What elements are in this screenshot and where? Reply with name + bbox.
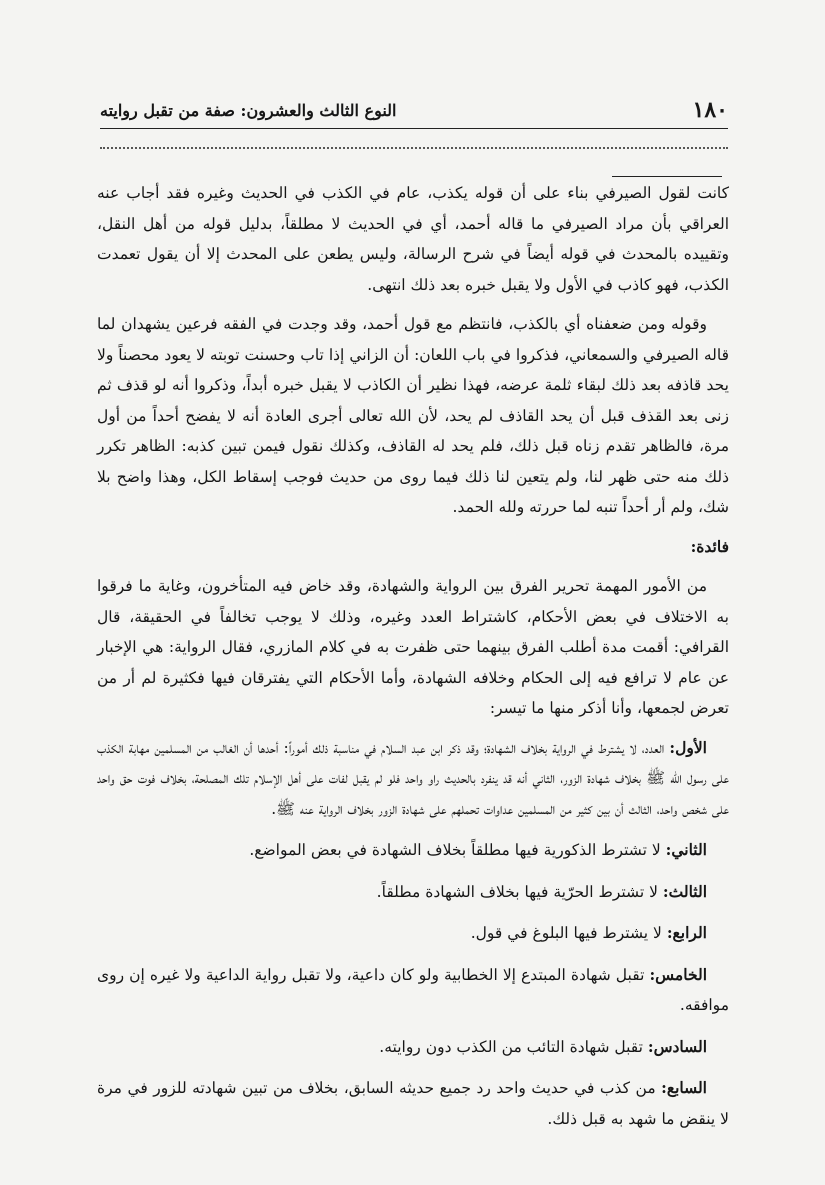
paragraph: من الأمور المهمة تحرير الفرق بين الرواية والشهادة، وقد خاض فيه المتأخرون، وغاية ما فرقوا به الاختلاف في بعض الأحكام، كاشتراط العدد وغيره، وذلك لا يوجب تخالفاً في الحقيقة، قال القرافي: أقمت مدة أطلب الفرق بينهما حتى ظفرت به في كلام المازري، فقال الرواية: هي الإخبار عن عام لا ترافع فيه إلى الحكام وخلافه الشهادة، وأما الأحكام التي يفترقان فيها فكثيرة لم أر من تعرض لجمعها، وأنا أذكر منها ما تيسر:: [97, 577, 729, 717]
section-heading: فائدة:: [690, 536, 729, 556]
body-text: [97, 178, 729, 1145]
item-text: لا تشترط الحرّية فيها بخلاف الشهادة مطلقاً.: [376, 882, 663, 901]
list-item: [97, 733, 729, 825]
list-item: [97, 1073, 729, 1134]
item-label: السابع:: [661, 1078, 707, 1097]
list-item: [97, 960, 729, 1021]
list-item: [97, 835, 729, 866]
item-label: الخامس:: [649, 964, 707, 984]
list-item: [97, 918, 729, 949]
list-item: [97, 1032, 729, 1063]
paragraph: وقوله ومن ضعفناه أي بالكذب، فانتظم مع قول أحمد، وقد وجدت في الفقه فرعين يشهدان لما قاله الصيرفي والسمعاني، فذكروا في باب اللعان: أن الزاني إذا تاب وحسنت توبته لا يعود محصناً ولا يحد قاذفه بعد ذلك لبقاء ثلمة عرضه، فهذا نظير أن الكاذب لا يقبل خبره أبداً، وذكروا أنه لو قذف ثم زنى بعد القذف قبل أن يحد القاذف لم يحد، لأن الله تعالى أجرى العادة أنه لا يفضح أحداً من أول مرة، فالظاهر تقدم زناه قبل ذلك، فلم يحد له القاذف، وكذلك نقول فيمن تبين كذبه: الظاهر تكرر ذلك منه حتى ظهر لنا، ولم يتعين لنا ذلك فيما روى من حديث فوجب إسقاط الكل، وهذا واضح بلا شك، ولم أر أحداً تنبه لما حررته ولله الحمد.: [97, 315, 729, 516]
footnote-rule: [612, 176, 722, 177]
dotted-divider: [100, 147, 728, 149]
page-number: ١٨٠: [692, 97, 728, 123]
item-text: تقبل شهادة التائب من الكذب دون روايته.: [379, 1037, 648, 1056]
page-header: [100, 92, 728, 129]
item-text: لا يشترط فيها البلوغ في قول.: [470, 924, 667, 942]
item-text: من كذب في حديث واحد رد جميع حديثه السابق، بخلاف من تبين شهادته للزور في مرة لا ينقض ما شهد به قبل ذلك.: [97, 1079, 729, 1128]
paragraph: كانت لقول الصيرفي بناء على أن قوله يكذب، عام في الكذب في الحديث وغيره فقد أجاب عنه العراقي بأن مراد الصيرفي ما قاله أحمد، أي في الحديث لا مطلقاً، بدليل قوله من أهل النقل، وتقييده بالمحدث في قوله أيضاً في شرح الرسالة، وليس يطعن على المحدث إلا أن يقول تعمدت الكذب، فهو كاذب في الأول ولا يقبل خبره بعد ذلك انتهى.: [97, 184, 729, 294]
running-title: النوع الثالث والعشرون: صفة من تقبل روايته: [100, 100, 397, 120]
item-text: العدد، لا يشترط في الرواية بخلاف الشهادة؛ وقد ذكر ابن عبد السلام في مناسبة ذلك أموراً: أحدها أن الغالب من المسلمين مهابة الكذب على رسول الله ﷺ بخلاف شهادة الزور، الثاني أنه قد ينفرد بالحديث راو واحد فلو لم يقبل لفات على أهل الإسلام تلك المصلحة، بخلاف فوت حق واحد على شخص واحد، الثالث أن بين كثير من المسلمين عداوات تحملهم على شهادة الزور بخلاف الرواية عنه ﷺ.: [97, 738, 729, 818]
item-label: الرابع:: [666, 923, 707, 942]
list-item: [97, 877, 729, 908]
item-text: تقبل شهادة المبتدع إلا الخطابية ولو كان داعية، ولا تقبل رواية الداعية ولا غيره إن روى موافقه.: [97, 965, 729, 1014]
item-label: الثالث:: [662, 881, 707, 901]
item-label: الثاني:: [665, 840, 707, 859]
item-label: الأول:: [669, 737, 707, 757]
item-label: السادس:: [647, 1036, 707, 1056]
item-text: لا تشترط الذكورية فيها مطلقاً بخلاف الشهادة في بعض المواضع.: [249, 841, 666, 859]
